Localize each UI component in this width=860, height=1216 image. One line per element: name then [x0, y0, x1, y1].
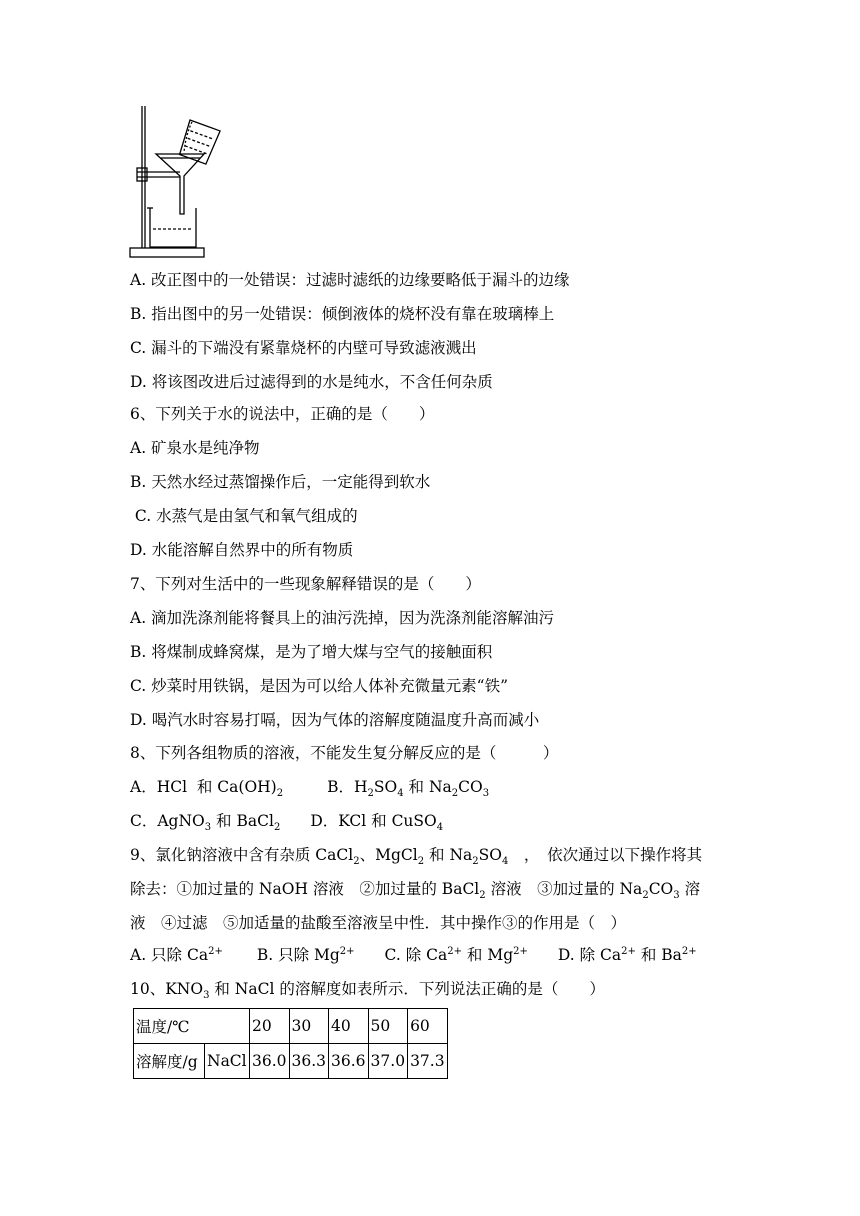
table-substance: NaCl [205, 1044, 250, 1079]
q9-option-a: A. 只除 $Ca^{2+}$ [130, 945, 223, 964]
filtration-apparatus-figure [128, 104, 238, 260]
q6-option-a: A. 矿泉水是纯净物 [130, 439, 260, 457]
table-temp-cell: 20 [250, 1009, 290, 1044]
q8-option-c: C．AgNO$_3$ 和 BaCl$_2$ [130, 812, 281, 834]
table-temp-cell: 40 [329, 1009, 369, 1044]
q9-stem-line-2: 除去：①加过量的 NaOH 溶液 ②加过量的 BaCl$_2$ 溶液 ③加过量的 $Na_2CO_3$ 溶 [130, 880, 701, 902]
q9-stem-line-3: 液 ④过滤 ⑤加适量的盐酸至溶液呈中性．其中操作③的作用是（ ） [130, 914, 627, 932]
q6-stem: 6、下列关于水的说法中，正确的是（ ） [130, 405, 435, 423]
solubility-table [133, 1008, 448, 1079]
q9-option-d: D. 除 $Ca^{2+}$ 和 $Ba^{2+}$ [557, 945, 697, 964]
table-value-cell: 37.3 [408, 1044, 448, 1079]
q7-option-a: A. 滴加洗涤剂能将餐具上的油污洗掉，因为洗涤剂能溶解油污 [130, 609, 555, 627]
table-value-cell: 37.0 [368, 1044, 408, 1079]
q8-option-d: D．KCl 和 CuSO$_4$ [310, 812, 444, 834]
table-temp-cell: 50 [368, 1009, 408, 1044]
table-header-label: 温度/℃ [134, 1009, 250, 1044]
q5-option-d: D. 将该图改进后过滤得到的水是纯水，不含任何杂质 [130, 373, 493, 391]
q9-option-c: C. 除 $Ca^{2+}$ 和 $Mg^{2+}$ [384, 945, 528, 964]
table-row [134, 1009, 448, 1044]
q6-option-d: D. 水能溶解自然界中的所有物质 [130, 541, 354, 559]
q7-option-d: D. 喝汽水时容易打嗝，因为气体的溶解度随温度升高而减小 [130, 711, 540, 729]
table-temp-cell: 60 [408, 1009, 448, 1044]
q7-option-c: C. 炒菜时用铁锅，是因为可以给人体补充微量元素“铁” [130, 677, 509, 695]
q10-stem: 10、$KNO_3$ 和 NaCl 的溶解度如表所示．下列说法正确的是（ ） [130, 980, 605, 1002]
q7-stem: 7、下列对生活中的一些现象解释错误的是（ ） [130, 575, 481, 593]
table-row-label: 溶解度/g [134, 1044, 205, 1079]
q9-stem-line-1: 9、氯化钠溶液中含有杂质 CaCl$_2$、MgCl$_2$ 和 $Na_2SO_4$ ， 依次通过以下操作将其 [130, 846, 703, 868]
q6-option-b: B. 天然水经过蒸馏操作后，一定能得到软水 [130, 473, 431, 491]
q9-options [130, 945, 697, 965]
q9-option-b: B. 只除 $Mg^{2+}$ [256, 945, 355, 964]
q8-option-a: A．HCl 和 $Ca(OH)_2$ [130, 778, 284, 800]
q8-stem: 8、下列各组物质的溶液，不能发生复分解反应的是（ ） [130, 744, 559, 762]
q5-option-a: A. 改正图中的一处错误：过滤时滤纸的边缘要略低于漏斗的边缘 [130, 271, 570, 289]
table-temp-cell: 30 [289, 1009, 329, 1044]
q8-option-row-1 [130, 777, 490, 800]
q5-option-c: C. 漏斗的下端没有紧靠烧杯的内壁可导致滤液溅出 [130, 339, 477, 357]
q7-option-b: B. 将煤制成蜂窝煤，是为了增大煤与空气的接触面积 [130, 643, 493, 661]
table-value-cell: 36.3 [289, 1044, 329, 1079]
q8-option-row-2 [130, 811, 444, 834]
q8-option-b: B．$H_2SO_4$ 和 $Na_2CO_3$ [327, 778, 490, 800]
q6-option-c: C. 水蒸气是由氢气和氧气组成的 [130, 507, 358, 525]
table-value-cell: 36.6 [329, 1044, 369, 1079]
table-value-cell: 36.0 [250, 1044, 290, 1079]
q5-option-b: B. 指出图中的另一处错误：倾倒液体的烧杯没有靠在玻璃棒上 [130, 305, 555, 323]
table-row [134, 1044, 448, 1079]
